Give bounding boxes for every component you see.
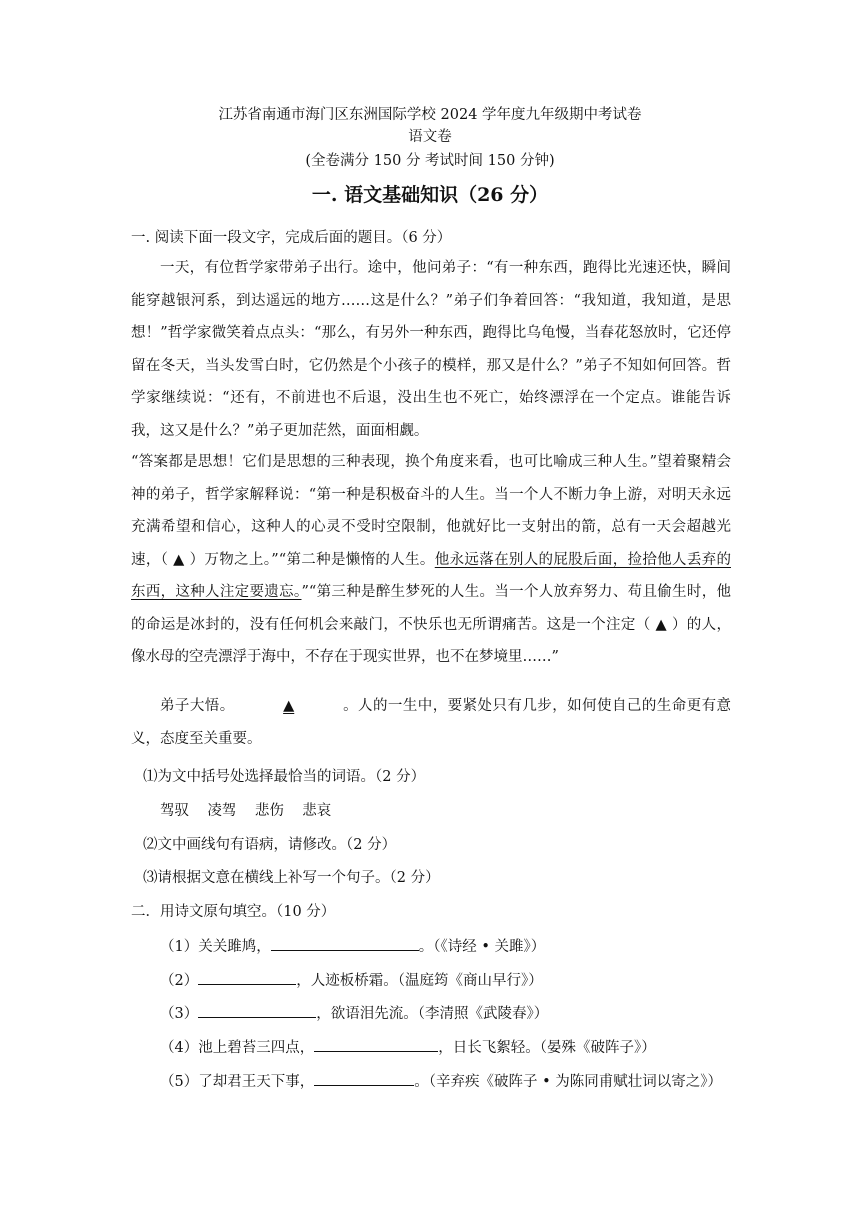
passage-paragraph-3: [131, 690, 731, 755]
paragraph-2-text-a: “答案都是思想！它们是思想的三种表现，换个角度来看，也可比喻成三种人生。”望着聚精会神的弟子，哲学家解释说：“第一种是积极奋斗的人生。当一个人不断力争上游，对明天永远充满希望和信心，这种人的心灵不受时空限制，他就好比一支射出的箭，总有一天会超越光速，（ ▲ ）万物之上。”“第二种是懒惰的人生。: [131, 454, 731, 568]
paragraph-2-text-b: ”“第三种是醉生梦死的人生。当一个人放弃努力、苟且偷生时，他的命运是冰封的，没有任何机会来敲门，不快乐也无所谓痛苦。这是一个注定（ ▲ ）的人，像水母的空壳漂浮于海中，不存在于现实世界，也不在梦境里……”: [131, 584, 732, 665]
poem-fill-text: （1）关关雎鸠，: [160, 939, 271, 955]
fill-blank[interactable]: [198, 968, 296, 985]
poem-fill-source: ，日长飞絮轻。（晏殊《破阵子》）: [438, 1040, 656, 1056]
fill-blank[interactable]: [314, 1069, 414, 1086]
paragraph-3-end: 。人的一生中，要紧处只有几步，如何使自己的生命更有意义，态度至关重要。: [131, 698, 732, 747]
answer-blank-marker[interactable]: ▲: [283, 698, 295, 714]
fill-blank[interactable]: [198, 1001, 316, 1018]
poem-fill-item: [160, 1069, 722, 1091]
exam-info: (全卷满分 150 分 考试时间 150 分钟): [305, 153, 555, 169]
exam-title: 江苏省南通市海门区东洲国际学校 2024 学年度九年级期中考试卷: [218, 107, 642, 123]
fill-blank[interactable]: [271, 934, 419, 951]
poem-fill-text: （5）了却君王天下事，: [160, 1074, 315, 1090]
sub-question-3: ⑶请根据文意在横线上补写一个句子。（2 分）: [143, 870, 440, 886]
passage-paragraph-1: 一天，有位哲学家带弟子出行。途中，他问弟子：“有一种东西，跑得比光速还快，瞬间能穿越银河系，到达遥远的地方……这是什么？”弟子们争着回答：“我知道，我知道，是思想！”哲学家微笑着点点头：“那么，有另外一种东西，跑得比乌龟慢，当春花怒放时，它还停留在冬天，当头发雪白时，它仍然是个小孩子的模样，那又是什么？”弟子不知如何回答。哲学家继续说：“还有，不前进也不后退，没出生也不死亡，始终漂浮在一个定点。谁能告诉我，这又是什么？”弟子更加茫然，面面相觑。: [131, 260, 731, 439]
poem-fill-item: [160, 934, 545, 956]
fill-blank[interactable]: [314, 1035, 438, 1052]
poem-fill-source: ，欲语泪先流。（李清照《武陵春》）: [316, 1006, 549, 1022]
poem-fill-text: （2）: [160, 973, 199, 989]
poem-fill-text: （3）: [160, 1006, 199, 1022]
word-options: 驾驭 凌驾 悲伤 悲哀: [160, 803, 332, 819]
question-1-prompt: 一. 阅读下面一段文字，完成后面的题目。（6 分）: [131, 230, 452, 246]
underlined-sentence: 他永远落在别人的屁股后面，捡拾他人丢弃的东西，这种人注定要遗忘。: [131, 551, 731, 600]
poem-fill-source: 。（辛弃疾《破阵子 • 为陈同甫赋壮词以寄之》）: [414, 1074, 723, 1090]
passage-paragraph-2: [131, 446, 731, 674]
section-title: 一. 语文基础知识（26 分）: [311, 184, 549, 206]
subject-title: 语文卷: [408, 129, 452, 145]
poem-fill-item: [160, 1001, 548, 1023]
poem-fill-source: ，人迹板桥霜。（温庭筠《商山早行》）: [296, 973, 543, 989]
poem-fill-source: 。（《诗经 • 关雎》）: [418, 939, 546, 955]
paragraph-3-start: 弟子大悟。: [160, 698, 235, 714]
sub-question-2: ⑵文中画线句有语病，请修改。（2 分）: [143, 837, 397, 853]
sub-question-1: ⑴为文中括号处选择最恰当的词语。（2 分）: [143, 769, 426, 785]
poem-fill-item: [160, 1035, 656, 1057]
poem-fill-item: [160, 968, 543, 990]
question-2-prompt: 二．用诗文原句填空。（10 分）: [131, 904, 336, 920]
poem-fill-text: （4）池上碧苔三四点，: [160, 1040, 315, 1056]
